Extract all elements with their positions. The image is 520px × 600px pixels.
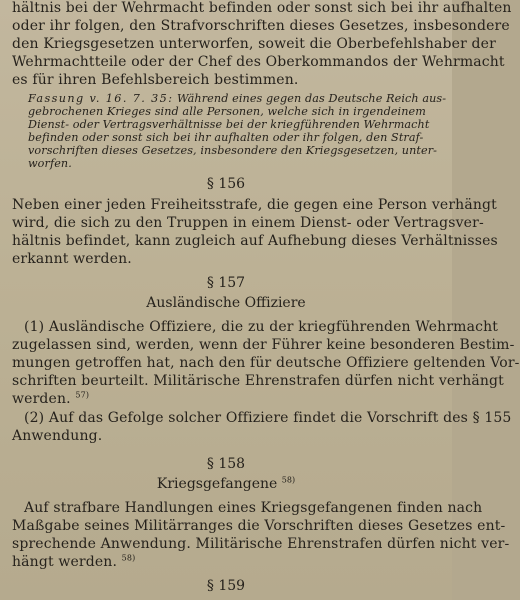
section-line: schriften beurteilt. Militärische Ehrenstrafen dürfen nicht verhängt	[12, 373, 504, 389]
section-line-text: hängt werden.	[12, 554, 118, 570]
section-line: (1) Ausländische Offiziere, die zu der kriegführenden Wehrmacht	[24, 319, 499, 335]
section-159-heading: § 159	[206, 578, 246, 594]
fassung-label: Fassung v. 16. 7. 35:	[28, 92, 174, 105]
intro-line: hältnis bei der Wehrmacht befinden oder sonst sich bei ihr aufhalten	[12, 0, 512, 16]
section-156-heading: § 156	[206, 176, 246, 192]
intro-line: oder ihr folgen, den Strafvorschriften dieses Gesetzes, insbesondere	[12, 18, 510, 34]
fassung-note-line: gebrochenen Krieges sind alle Personen, welche sich in irgendeinem	[28, 105, 426, 118]
section-158-heading: § 158	[206, 456, 246, 472]
fassung-note-line: worfen.	[28, 157, 72, 170]
section-158-title-text: Kriegsgefangene	[156, 476, 278, 492]
section-line: Auf strafbare Handlungen eines Kriegsgefangenen finden nach	[24, 500, 483, 516]
section-line: Neben einer jeden Freiheitsstrafe, die gegen eine Person verhängt	[12, 197, 497, 213]
section-line: werden. $^{57)}$	[12, 390, 90, 407]
section-line: Anwendung.	[12, 428, 103, 444]
footnote-ref-58[interactable]: 58	[281, 475, 292, 485]
fassung-note-line: befinden oder sonst sich bei ihr aufhalten oder ihr folgen, den Straf-	[28, 131, 424, 144]
section-line: (2) Auf das Gefolge solcher Offiziere findet die Vorschrift des § 155	[24, 410, 512, 426]
section-line: hältnis befindet, kann zugleich auf Aufhebung dieses Verhältnisses	[12, 233, 498, 249]
section-line: sprechende Anwendung. Militärische Ehrenstrafen dürfen nicht ver-	[12, 536, 510, 552]
intro-line: den Kriegsgesetzen unterworfen, soweit die Oberbefehlshaber der	[12, 36, 496, 52]
fassung-text: Während eines gegen das Deutsche Reich aus-	[177, 92, 447, 105]
section-line: hängt werden. $^{58)}$	[12, 553, 136, 570]
section-line: erkannt werden.	[12, 251, 132, 267]
fassung-note-line	[28, 92, 446, 105]
intro-line: Wehrmachtteile oder der Chef des Oberkommandos der Wehrmacht	[12, 54, 505, 70]
footnote-ref-57[interactable]: 57	[75, 390, 86, 400]
section-line: zugelassen sind, werden, wenn der Führer keine besonderen Bestim-	[12, 337, 515, 353]
intro-line: es für ihren Befehlsbereich bestimmen.	[12, 72, 299, 88]
section-line: wird, die sich zu den Truppen in einem Dienst- oder Vertragsver-	[12, 215, 484, 231]
section-158-title: Kriegsgefangene $^{58)}$	[156, 475, 296, 492]
section-157-heading: § 157	[206, 275, 246, 291]
section-line-text: werden.	[12, 391, 71, 407]
section-line: Maßgabe seines Militärranges die Vorschriften dieses Gesetzes ent-	[12, 518, 506, 534]
fassung-note-line: Dienst- oder Vertragsverhältnisse bei der kriegführenden Wehrmacht	[28, 118, 430, 131]
section-157-title: Ausländische Offiziere	[146, 295, 306, 311]
fassung-note-line: vorschriften dieses Gesetzes, insbesondere den Kriegsgesetzen, unter-	[28, 144, 438, 157]
footnote-ref-58[interactable]: 58	[121, 553, 133, 563]
section-line: mungen getroffen hat, nach den für deutsche Offiziere geltenden Vor-	[12, 355, 520, 371]
